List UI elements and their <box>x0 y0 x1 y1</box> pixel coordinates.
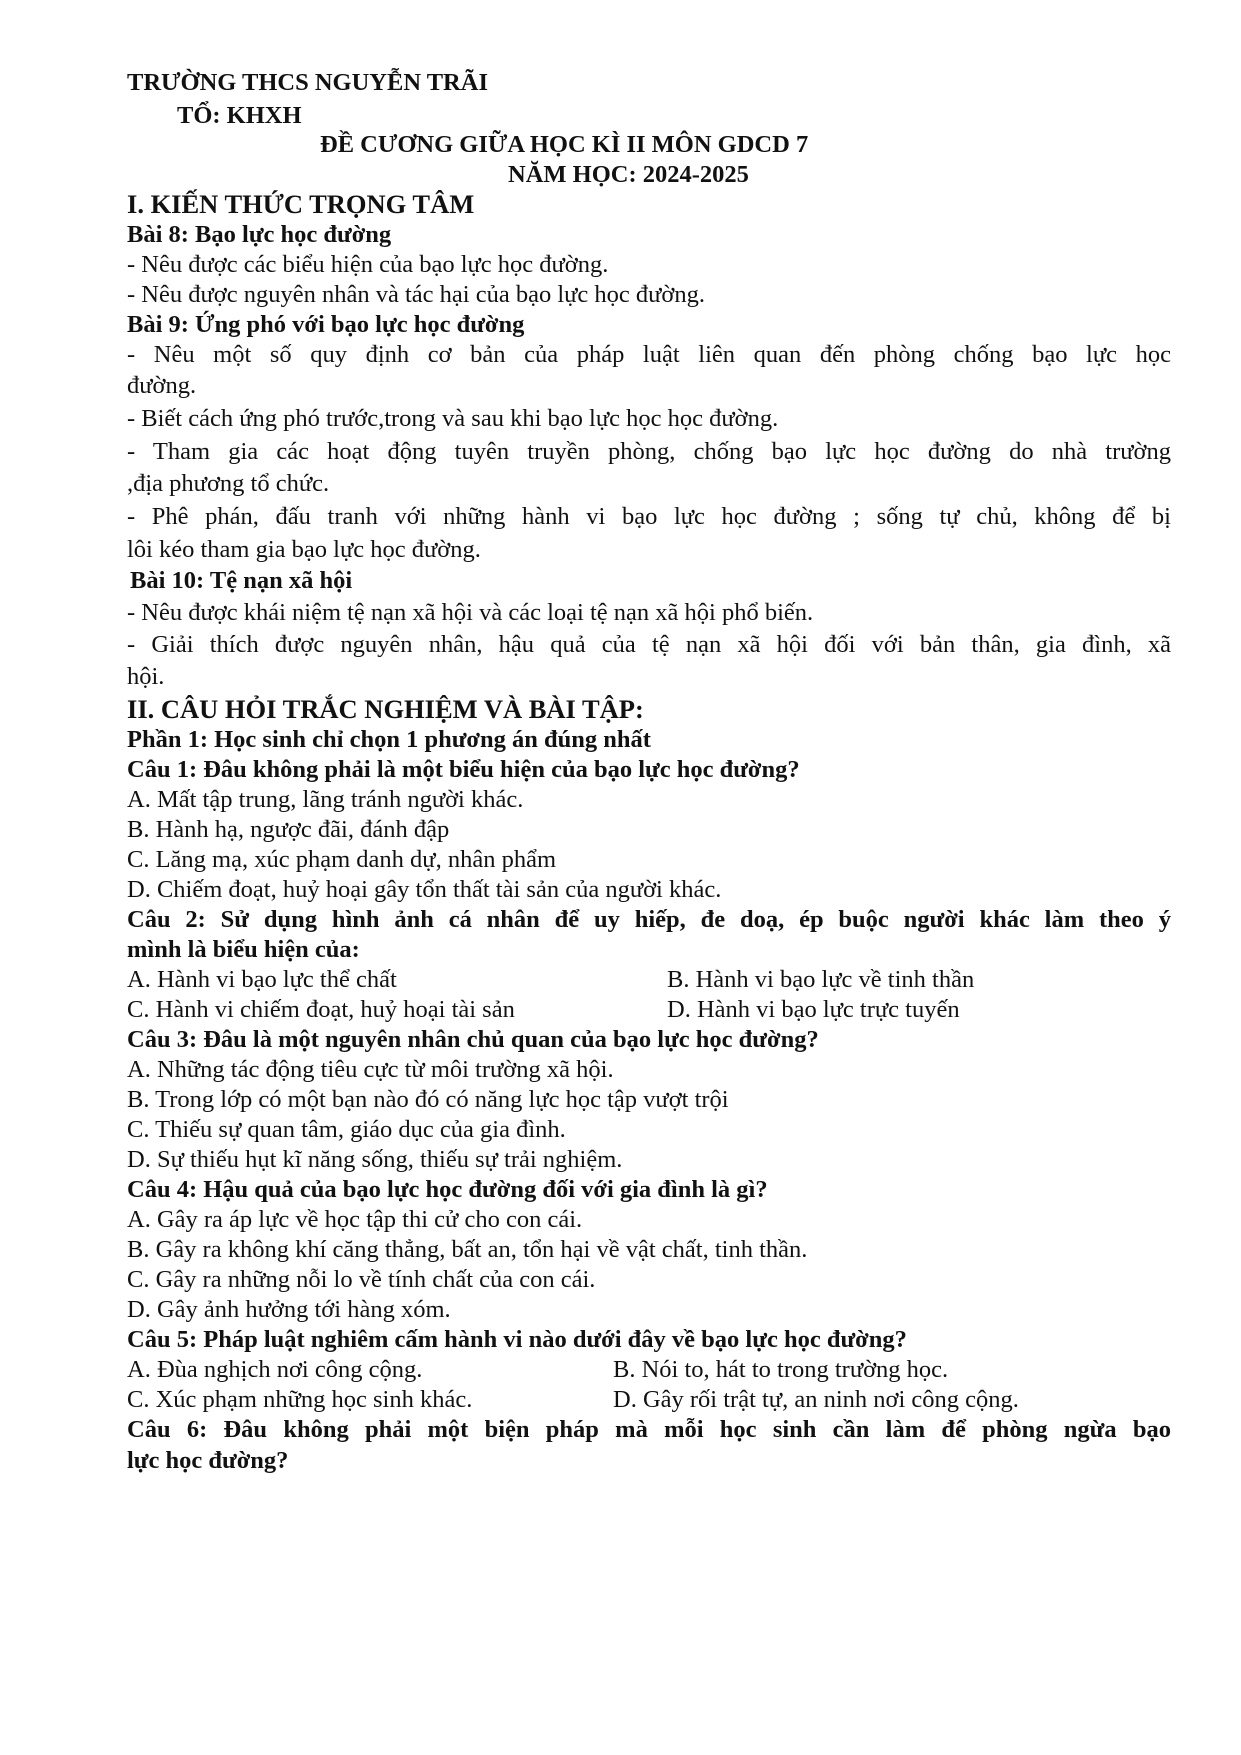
question-3-option-d: D. Sự thiếu hụt kĩ năng sống, thiếu sự trải nghiệm. <box>127 1146 623 1173</box>
question-5 <box>127 1323 907 1356</box>
question-4-option-d: D. Gây ảnh hưởng tới hàng xóm. <box>127 1296 451 1323</box>
question-2-option-a: A. Hành vi bạo lực thể chất <box>127 966 397 993</box>
lesson-9-item-continued: ,địa phương tổ chức. <box>127 470 330 497</box>
lesson-10-title: Bài 10: Tệ nạn xã hội <box>130 567 353 594</box>
section-heading-knowledge: I. KIẾN THỨC TRỌNG TÂM <box>127 189 475 219</box>
question-5-option-d: D. Gây rối trật tự, an ninh nơi công cộng. <box>613 1386 1019 1413</box>
question-5-label: Câu 5 <box>127 1326 189 1353</box>
question-2-option-d: D. Hành vi bạo lực trực tuyến <box>667 996 960 1023</box>
question-4-option-b: B. Gây ra không khí căng thẳng, bất an, tổn hại về vật chất, tinh thần. <box>127 1236 808 1263</box>
part-1-instruction: Phần 1: Học sinh chỉ chọn 1 phương án đúng nhất <box>127 726 651 753</box>
lesson-9-item: - Biết cách ứng phó trước,trong và sau khi bạo lực học học đường. <box>127 405 779 432</box>
question-3-option-b: B. Trong lớp có một bạn nào đó có năng lực học tập vượt trội <box>127 1086 729 1113</box>
lesson-9-title: Bài 9: Ứng phó với bạo lực học đường <box>127 311 525 338</box>
question-2-continued: mình là biểu hiện của: <box>127 936 360 963</box>
lesson-10-item: - Nêu được khái niệm tệ nạn xã hội và các loại tệ nạn xã hội phổ biến. <box>127 599 814 626</box>
question-2-option-b: B. Hành vi bạo lực về tinh thần <box>667 966 975 993</box>
question-2-option-c: C. Hành vi chiếm đoạt, huỷ hoại tài sản <box>127 996 515 1023</box>
school-year: NĂM HỌC: 2024-2025 <box>508 161 749 188</box>
lesson-9-item-continued: lôi kéo tham gia bạo lực học đường. <box>127 536 481 563</box>
lesson-8-item: - Nêu được nguyên nhân và tác hại của bạo lực học đường. <box>127 281 706 308</box>
school-name: TRƯỜNG THCS NGUYỄN TRÃI <box>127 69 488 96</box>
question-1-option-c: C. Lăng mạ, xúc phạm danh dự, nhân phẩm <box>127 846 557 873</box>
section-heading-questions: II. CÂU HỎI TRẮC NGHIỆM VÀ BÀI TẬP: <box>127 694 644 724</box>
lesson-9-item: - Tham gia các hoạt động tuyên truyền phòng, chống bạo lực học đường do nhà trường <box>127 438 1171 465</box>
question-4: Câu 4: Hậu quả của bạo lực học đường đối với gia đình là gì? <box>127 1176 768 1203</box>
question-2: Câu 2: Sử dụng hình ảnh cá nhân để uy hiếp, đe doạ, ép buộc người khác làm theo ý <box>127 906 1171 933</box>
question-5-text: : Pháp luật nghiêm cấm hành vi nào dưới đây về bạo lực học đường? <box>188 1326 907 1353</box>
question-5-option-a: A. Đùa nghịch nơi công cộng. <box>127 1356 423 1383</box>
question-1-option-d: D. Chiếm đoạt, huỷ hoại gây tổn thất tài sản của người khác. <box>127 876 722 903</box>
lesson-8-title: Bài 8: Bạo lực học đường <box>127 221 392 248</box>
lesson-8-item: - Nêu được các biểu hiện của bạo lực học đường. <box>127 251 609 278</box>
question-5-option-c: C. Xúc phạm những học sinh khác. <box>127 1386 473 1413</box>
lesson-9-item: - Phê phán, đấu tranh với những hành vi bạo lực học đường ; sống tự chủ, không để bị <box>127 503 1171 530</box>
question-1: Câu 1: Đâu không phải là một biểu hiện của bạo lực học đường? <box>127 756 800 783</box>
question-4-option-a: A. Gây ra áp lực về học tập thi cử cho con cái. <box>127 1206 583 1233</box>
document-title: ĐỀ CƯƠNG GIỮA HỌC KÌ II MÔN GDCD 7 <box>320 131 809 158</box>
question-4-option-c: C. Gây ra những nỗi lo về tính chất của con cái. <box>127 1266 596 1293</box>
question-1-option-a: A. Mất tập trung, lãng tránh người khác. <box>127 786 524 813</box>
question-3: Câu 3: Đâu là một nguyên nhân chủ quan của bạo lực học đường? <box>127 1026 819 1053</box>
lesson-9-item: - Nêu một số quy định cơ bản của pháp luật liên quan đến phòng chống bạo lực học <box>127 341 1171 368</box>
lesson-10-item: - Giải thích được nguyên nhân, hậu quả của tệ nạn xã hội đối với bản thân, gia đình, xã <box>127 631 1171 658</box>
question-6: Câu 6: Đâu không phải một biện pháp mà mỗi học sinh cần làm để phòng ngừa bạo <box>127 1416 1171 1443</box>
department-name: TỔ: KHXH <box>177 102 302 129</box>
question-6-continued: lực học đường? <box>127 1447 289 1474</box>
question-5-option-b: B. Nói to, hát to trong trường học. <box>613 1356 949 1383</box>
lesson-9-item-continued: đường. <box>127 372 197 399</box>
question-1-option-b: B. Hành hạ, ngược đãi, đánh đập <box>127 816 450 843</box>
question-3-option-a: A. Những tác động tiêu cực từ môi trường xã hội. <box>127 1056 614 1083</box>
lesson-10-item-continued: hội. <box>127 663 165 690</box>
question-3-option-c: C. Thiếu sự quan tâm, giáo dục của gia đình. <box>127 1116 566 1143</box>
